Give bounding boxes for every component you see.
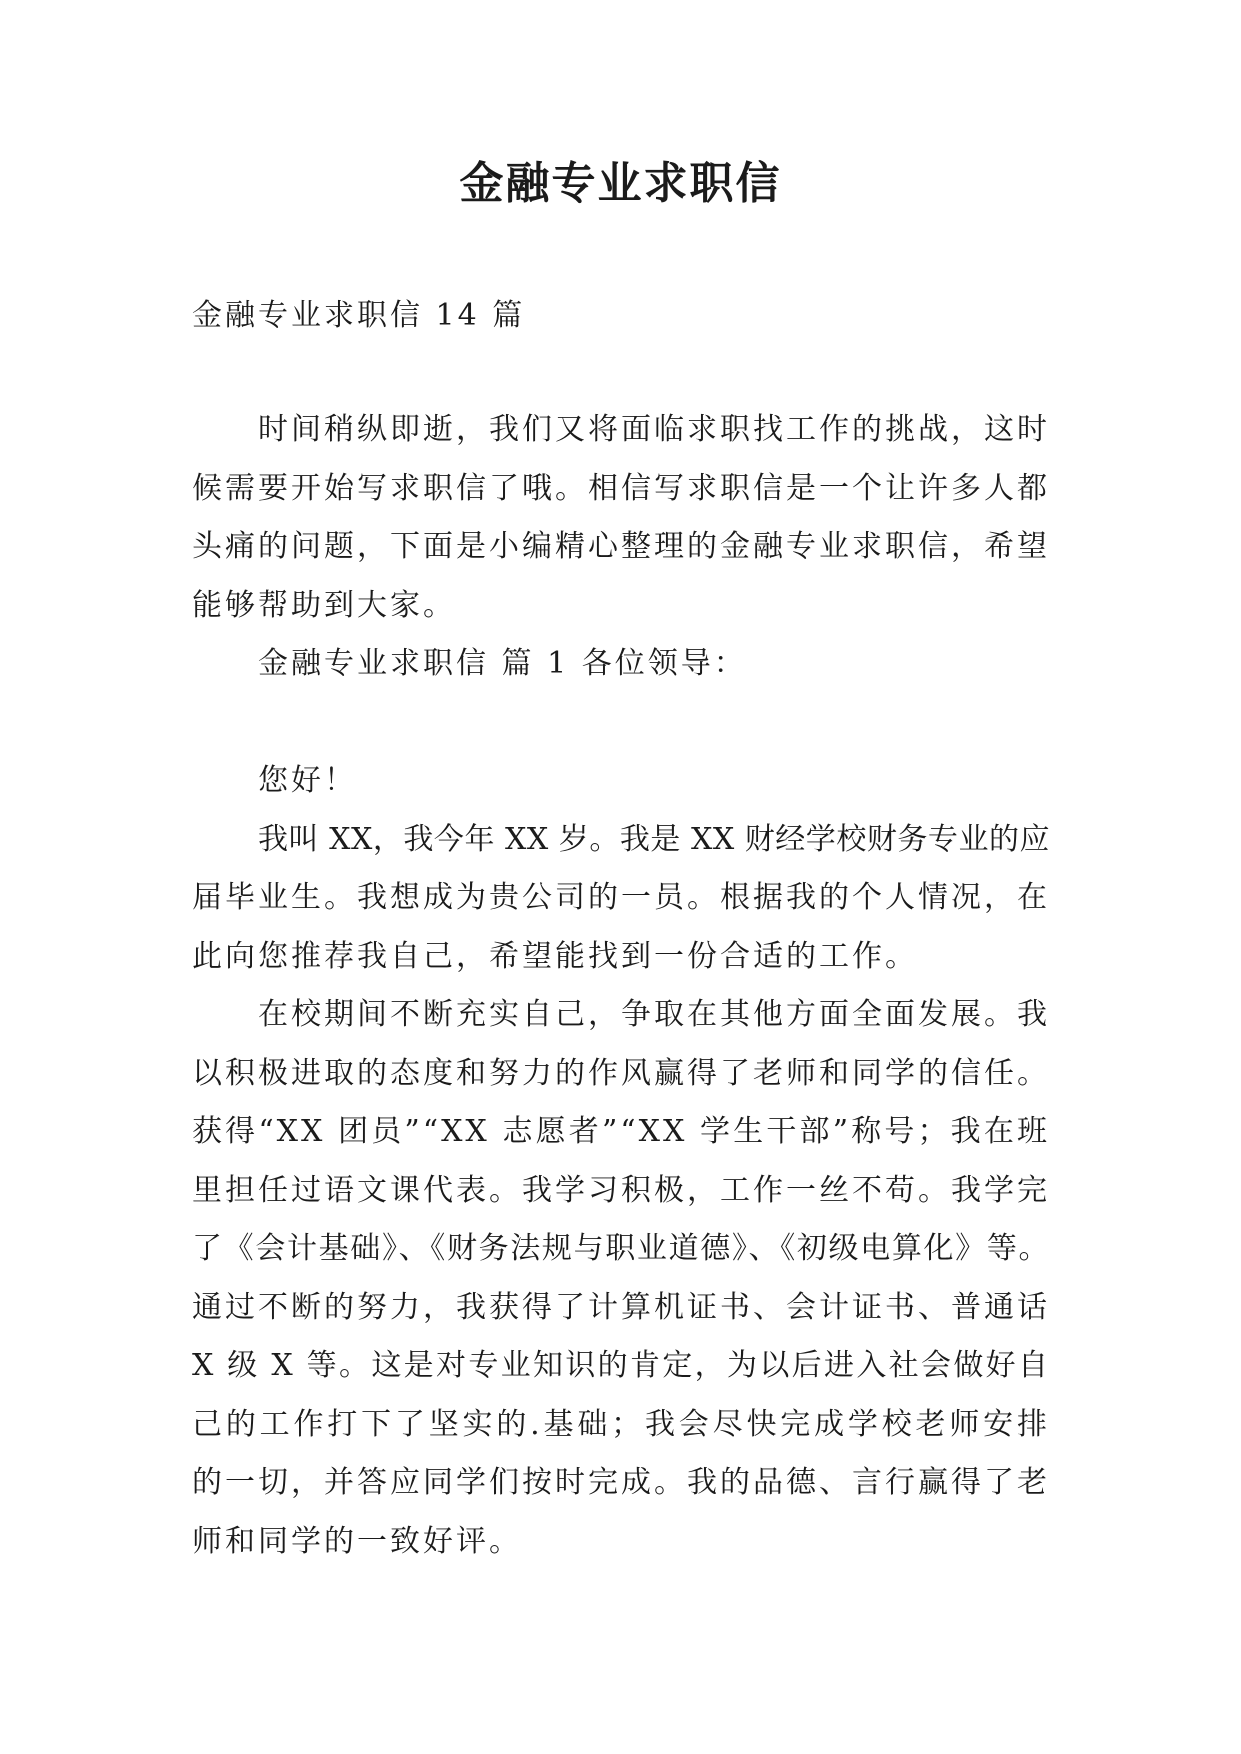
paragraph-line: 里担任过语文课代表。我学习积极，工作一丝不苟。我学完 [192,1172,1050,1208]
paragraph-line: 获得“XX 团员”“XX 志愿者”“XX 学生干部”称号；我在班 [192,1114,1050,1149]
paragraph-school-experience [192,986,1050,1571]
paragraph-line: 师和同学的一致好评。 [192,1523,522,1559]
paragraph-line: 头痛的问题，下面是小编精心整理的金融专业求职信，希望 [192,529,1050,564]
document-title: 金融专业求职信 [459,158,782,209]
paragraph-line: 时间稍纵即逝，我们又将面临求职找工作的挑战，这时 [258,412,1050,447]
paragraph-line: 以积极进取的态度和努力的作风赢得了老师和同学的信任。 [192,1055,1050,1091]
paragraph-line: 的一切，并答应同学们按时完成。我的品德、言行赢得了老 [192,1465,1050,1500]
paragraph-line: 在校期间不断充实自己，争取在其他方面全面发展。我 [258,997,1050,1032]
paragraph-line: X 级 X 等。这是对专业知识的肯定，为以后进入社会做好自 [192,1348,1050,1383]
paragraph-line: 了《会计基础》、《财务法规与职业道德》、《初级电算化》等。 [192,1231,1050,1266]
paragraph-line: 我叫 XX，我今年 XX 岁。我是 XX 财经学校财务专业的应 [258,821,1050,857]
paragraph-line: 您好！ [258,763,357,798]
paragraph-line: 能够帮助到大家。 [192,587,456,623]
paragraph-self-introduction [192,811,1050,987]
paragraph-line: 此向您推荐我自己，希望能找到一份合适的工作。 [192,938,918,974]
paragraph-line: 候需要开始写求职信了哦。相信写求职信是一个让许多人都 [192,470,1050,506]
paragraph-line: 通过不断的努力，我获得了计算机证书、会计证书、普通话 [192,1289,1050,1325]
paragraph-line: 届毕业生。我想成为贵公司的一员。根据我的个人情况，在 [192,880,1050,915]
document-body [192,401,1050,1571]
paragraph-line: 金融专业求职信 篇 1 各位领导： [258,646,747,681]
paragraph-greeting [192,752,1050,811]
paragraph-line: 己的工作打下了坚实的.基础；我会尽快完成学校老师安排 [192,1406,1050,1442]
paragraph-intro [192,401,1050,635]
document-subtitle: 金融专业求职信 14 篇 [192,298,526,333]
paragraph-letter-heading [192,635,1050,694]
